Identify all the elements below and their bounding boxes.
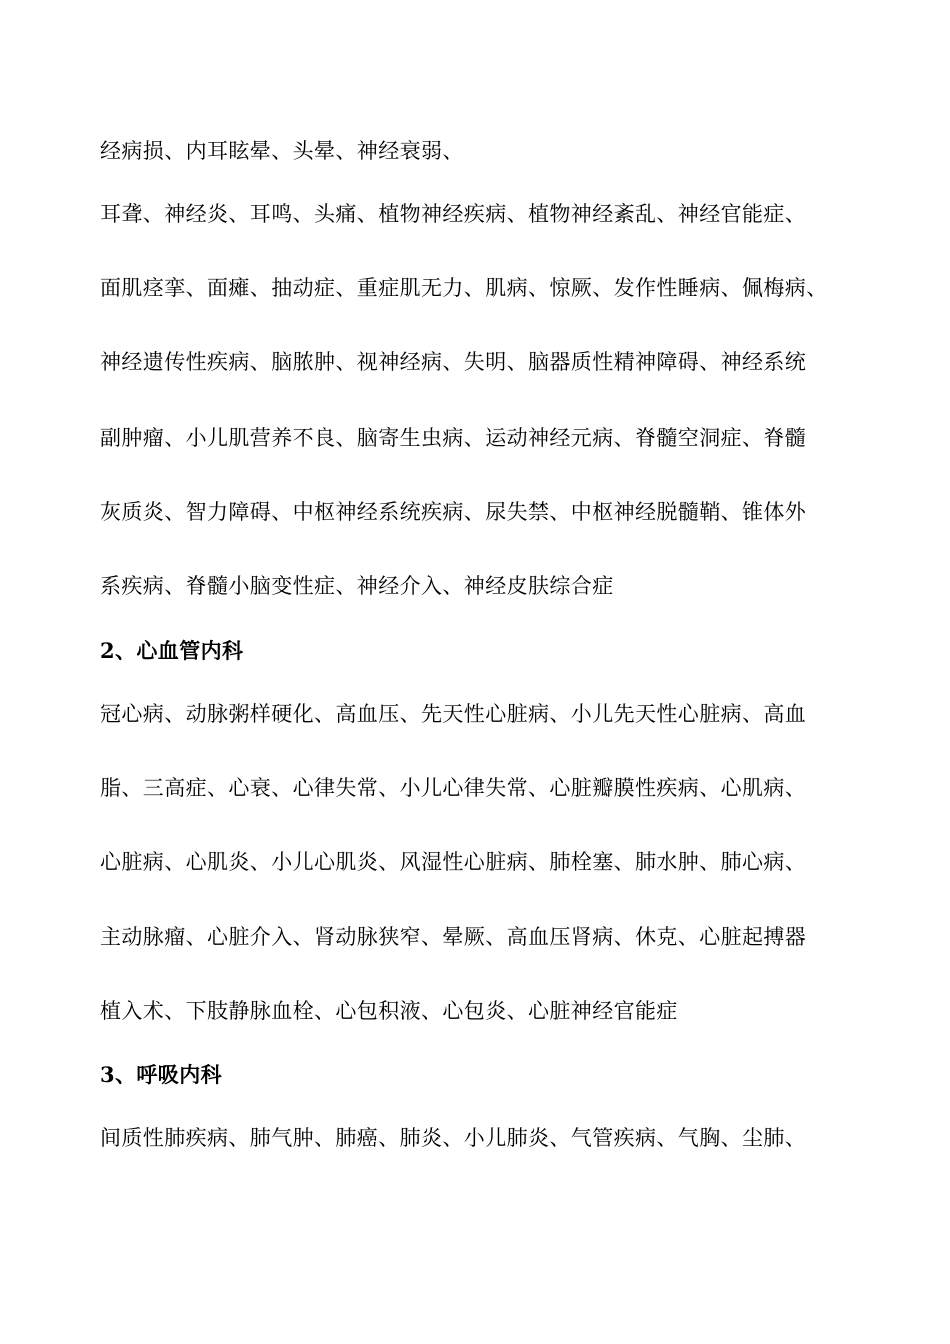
paragraph-line: 副肿瘤、小儿肌营养不良、脑寄生虫病、运动神经元病、脊髓空洞症、脊髓	[100, 426, 807, 450]
paragraph-line: 冠心病、动脉粥样硬化、高血压、先天性心脏病、小儿先天性心脏病、高血	[100, 702, 807, 726]
paragraph-line: 心脏病、心肌炎、小儿心肌炎、风湿性心脏病、肺栓塞、肺水肿、肺心病、	[100, 850, 807, 874]
section-heading-respiratory: 3、呼吸内科	[100, 1062, 223, 1087]
paragraph-line: 灰质炎、智力障碍、中枢神经系统疾病、尿失禁、中枢神经脱髓鞘、锥体外	[100, 500, 807, 524]
paragraph-line: 经病损、内耳眩晕、头晕、神经衰弱、	[100, 139, 464, 163]
paragraph-line: 神经遗传性疾病、脑脓肿、视神经病、失明、脑器质性精神障碍、神经系统	[100, 350, 807, 374]
paragraph-line: 植入术、下肢静脉血栓、心包积液、心包炎、心脏神经官能症	[100, 999, 678, 1023]
paragraph-line: 间质性肺疾病、肺气肿、肺癌、肺炎、小儿肺炎、气管疾病、气胸、尘肺、	[100, 1126, 807, 1150]
section-heading-cardiology: 2、心血管内科	[100, 638, 244, 663]
paragraph-line: 面肌痉挛、面瘫、抽动症、重症肌无力、肌病、惊厥、发作性睡病、佩梅病、	[100, 276, 828, 300]
paragraph-line: 系疾病、脊髓小脑变性症、神经介入、神经皮肤综合症	[100, 574, 614, 598]
paragraph-line: 耳聋、神经炎、耳鸣、头痛、植物神经疾病、植物神经紊乱、神经官能症、	[100, 202, 807, 226]
paragraph-line: 主动脉瘤、心脏介入、肾动脉狭窄、晕厥、高血压肾病、休克、心脏起搏器	[100, 925, 807, 949]
paragraph-line: 脂、三高症、心衰、心律失常、小儿心律失常、心脏瓣膜性疾病、心肌病、	[100, 776, 807, 800]
